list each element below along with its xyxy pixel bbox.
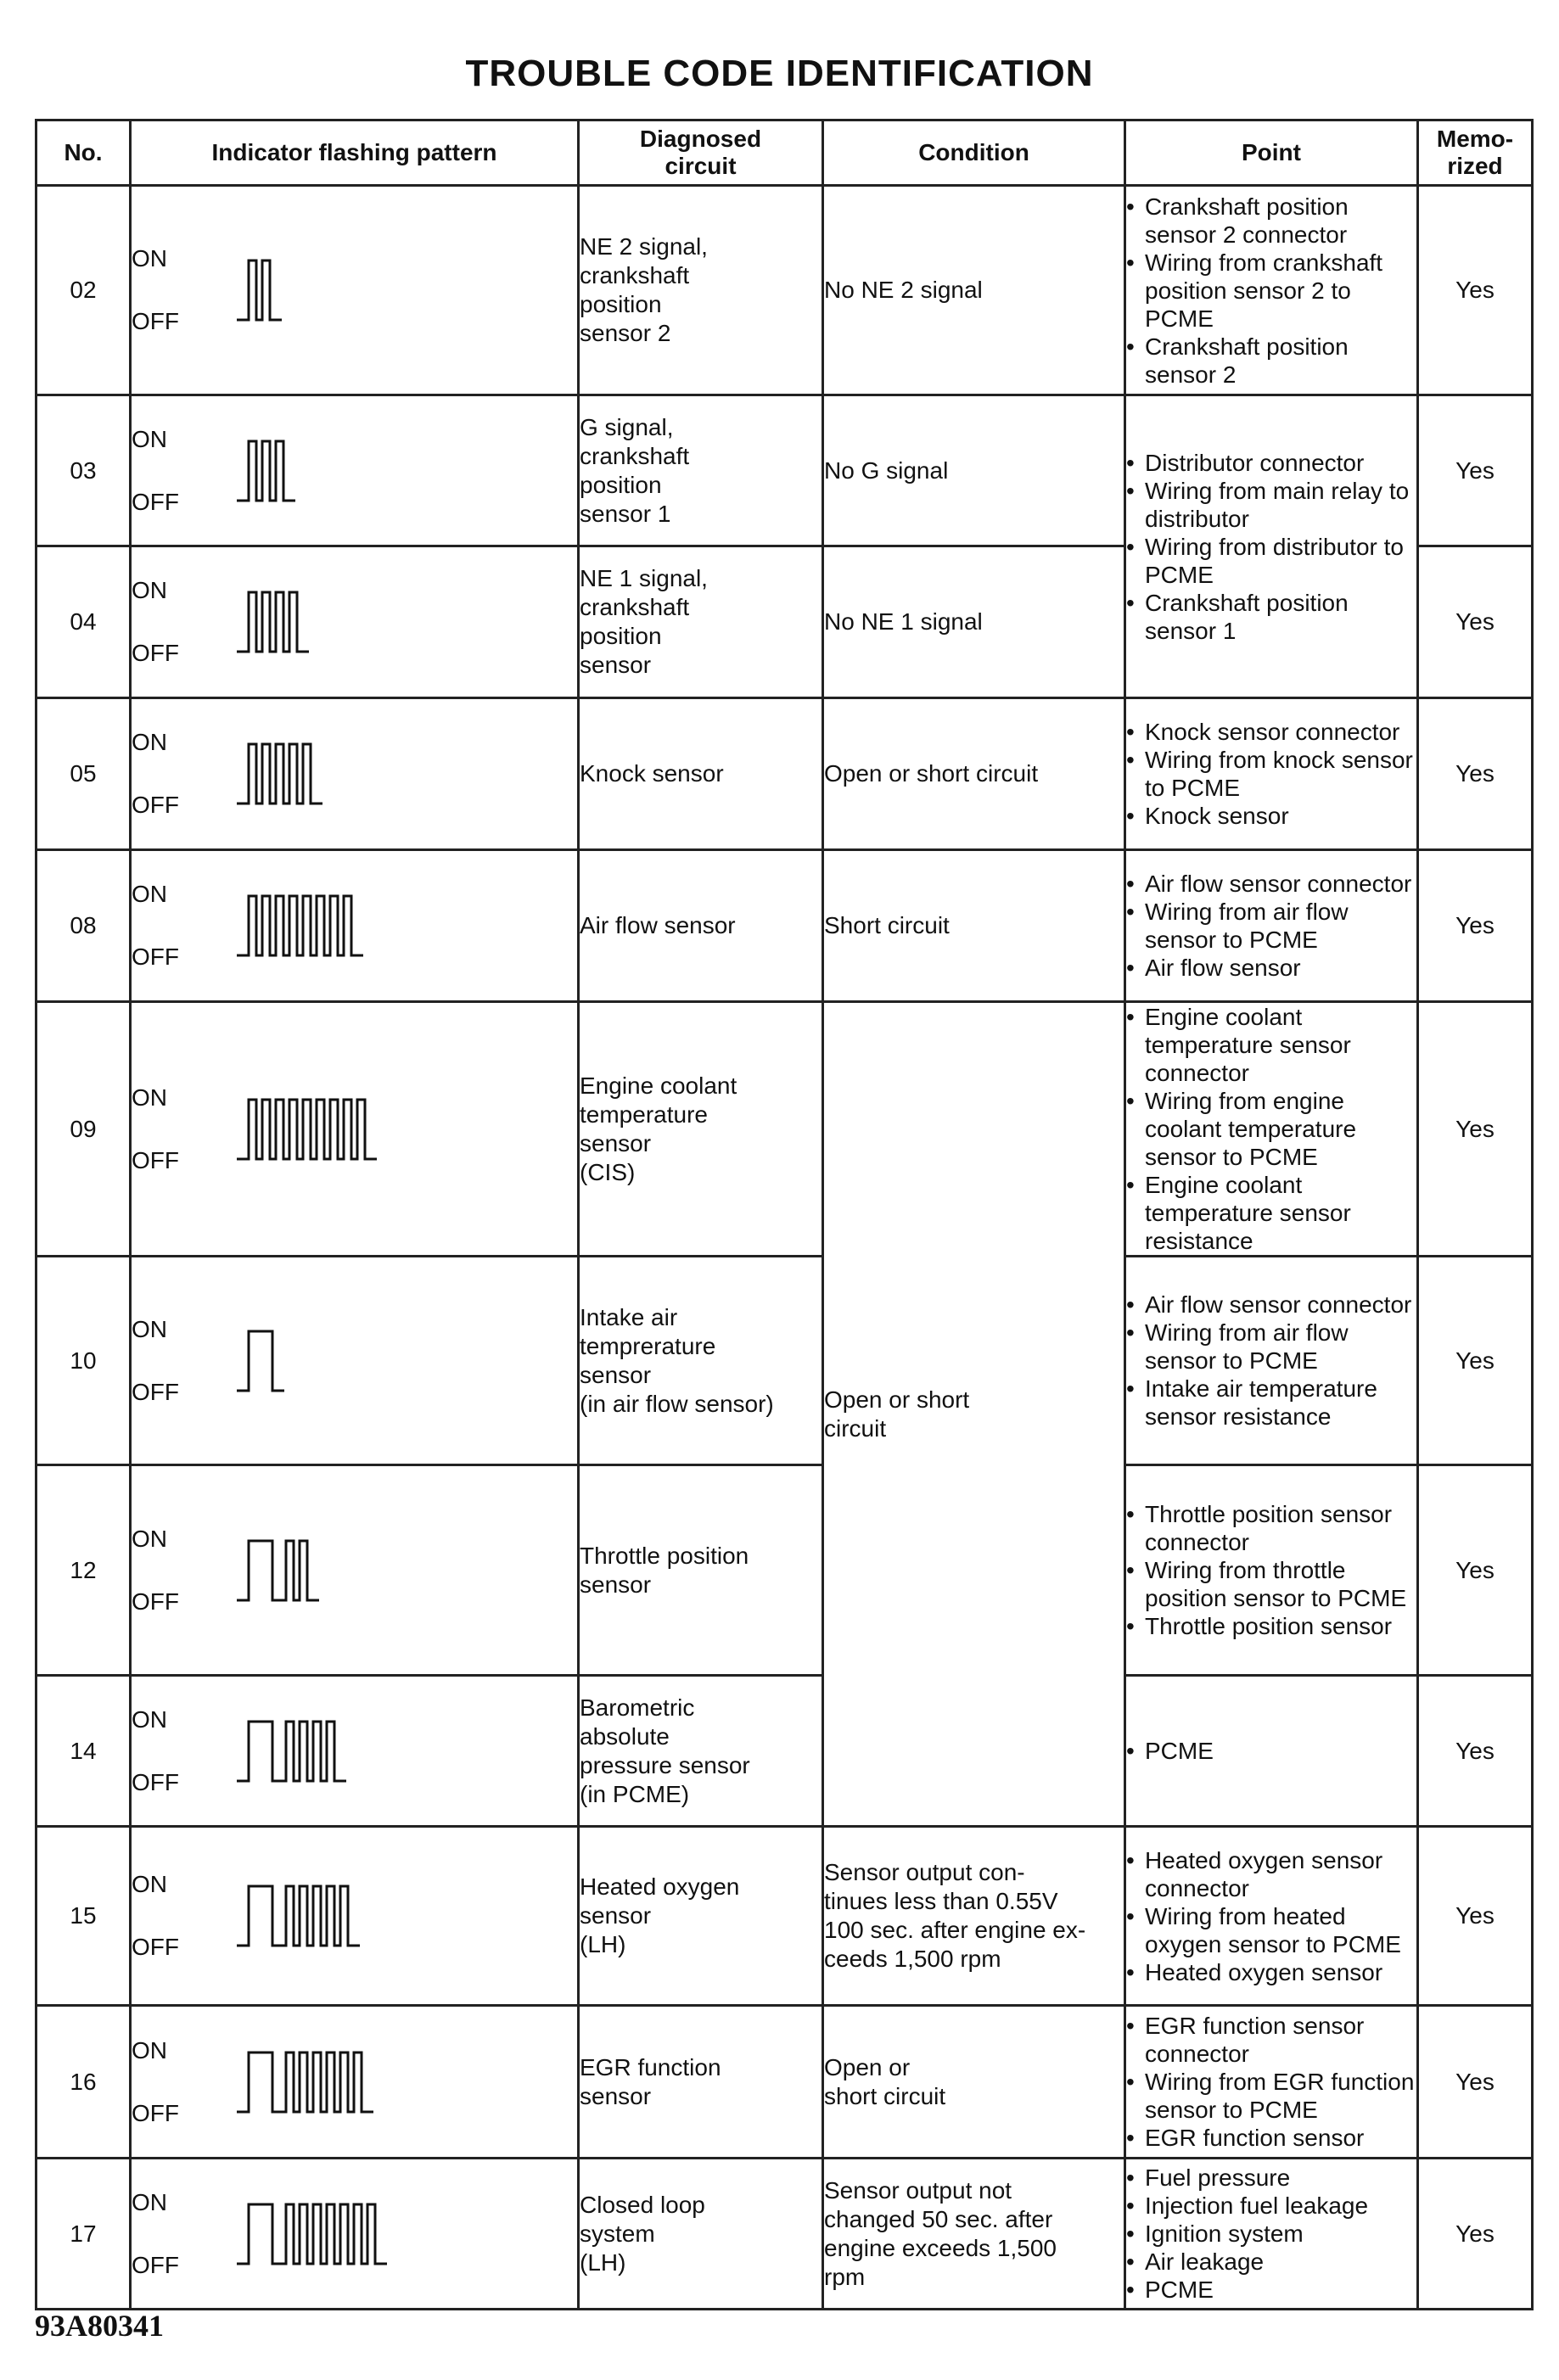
bullet: • bbox=[1126, 2276, 1135, 2303]
condition-line: Short circuit bbox=[824, 912, 950, 938]
bullet: • bbox=[1126, 333, 1135, 360]
point-item bbox=[1126, 477, 1416, 533]
point-text: Knock sensor bbox=[1145, 803, 1289, 829]
point-text: Air flow sensor bbox=[1145, 955, 1301, 981]
point-text: Wiring from main relay to distributor bbox=[1145, 477, 1410, 532]
condition-line: circuit bbox=[824, 1414, 887, 1442]
point-item bbox=[1126, 193, 1416, 249]
off-label: OFF bbox=[132, 1378, 179, 1405]
bullet: • bbox=[1126, 955, 1135, 981]
page-title: TROUBLE CODE IDENTIFICATION bbox=[465, 53, 1094, 94]
diagnosed-circuit bbox=[579, 698, 823, 850]
on-label: ON bbox=[132, 881, 167, 907]
memorized-value: Yes bbox=[1418, 698, 1533, 850]
point-text: Knock sensor connector bbox=[1145, 719, 1400, 745]
flash-pattern-diagram bbox=[233, 1534, 471, 1607]
bullet: • bbox=[1126, 249, 1135, 276]
point-item bbox=[1126, 1171, 1416, 1255]
circuit-line: sensor 2 bbox=[580, 320, 671, 346]
point-item bbox=[1126, 249, 1416, 333]
condition-line: ceeds 1,500 rpm bbox=[824, 1946, 1001, 1972]
diagnosed-circuit bbox=[579, 1257, 823, 1465]
point-item bbox=[1126, 2068, 1416, 2124]
point-item bbox=[1126, 870, 1416, 898]
diagnosed-circuit bbox=[579, 1002, 823, 1257]
memorized-value: Yes bbox=[1418, 850, 1533, 1002]
bullet: • bbox=[1126, 2069, 1135, 2095]
point-item bbox=[1126, 2276, 1416, 2304]
bullet: • bbox=[1126, 477, 1135, 504]
bullet: • bbox=[1126, 899, 1135, 925]
header-condition: Condition bbox=[823, 120, 1125, 186]
bullet: • bbox=[1126, 1004, 1135, 1030]
point-item bbox=[1126, 718, 1416, 746]
memorized-value: Yes bbox=[1418, 2006, 1533, 2159]
table-row bbox=[36, 1676, 1533, 1827]
flash-waveform bbox=[237, 1100, 377, 1159]
point-item bbox=[1126, 1291, 1416, 1319]
circuit-line: sensor bbox=[580, 2082, 652, 2109]
condition bbox=[823, 186, 1125, 395]
flash-pattern-diagram bbox=[233, 585, 471, 658]
code-number: 04 bbox=[36, 546, 131, 698]
circuit-line: position bbox=[580, 471, 662, 498]
bullet: • bbox=[1126, 1738, 1135, 1764]
condition-line: No NE 1 signal bbox=[824, 608, 983, 635]
circuit-line: sensor bbox=[580, 652, 652, 678]
code-number: 15 bbox=[36, 1827, 131, 2006]
point-item bbox=[1126, 333, 1416, 389]
condition-line: No G signal bbox=[824, 456, 949, 484]
check-points bbox=[1125, 850, 1418, 1002]
flash-pattern-diagram bbox=[233, 737, 471, 810]
memorized-value: Yes bbox=[1418, 1676, 1533, 1827]
flashing-pattern bbox=[131, 698, 579, 850]
table-row bbox=[36, 698, 1533, 850]
bullet: • bbox=[1126, 2164, 1135, 2191]
on-label: ON bbox=[132, 1315, 167, 1342]
check-points bbox=[1125, 1676, 1418, 1827]
condition bbox=[823, 395, 1125, 546]
point-text: EGR function sensor connector bbox=[1145, 2013, 1365, 2067]
header-point: Point bbox=[1125, 120, 1418, 186]
table-row bbox=[36, 1827, 1533, 2006]
table-row bbox=[36, 395, 1533, 546]
diagnosed-circuit bbox=[579, 2159, 823, 2310]
bullet: • bbox=[1126, 1902, 1135, 1929]
circuit-line: temperature bbox=[580, 1100, 708, 1128]
flash-waveform bbox=[237, 896, 363, 955]
point-item bbox=[1126, 1902, 1416, 1958]
flash-waveform bbox=[237, 1331, 284, 1391]
flash-pattern-diagram bbox=[233, 1093, 471, 1166]
code-number: 10 bbox=[36, 1257, 131, 1465]
flash-pattern-diagram bbox=[233, 1324, 471, 1397]
circuit-line: Barometric bbox=[580, 1694, 695, 1721]
check-points bbox=[1125, 395, 1418, 698]
code-number: 02 bbox=[36, 186, 131, 395]
circuit-line: NE 1 signal, bbox=[580, 565, 708, 591]
check-points bbox=[1125, 186, 1418, 395]
point-text: Wiring from knock sensor to PCME bbox=[1145, 747, 1413, 801]
flash-pattern-diagram bbox=[233, 889, 471, 962]
bullet: • bbox=[1126, 449, 1135, 476]
condition-line: rpm bbox=[824, 2263, 866, 2290]
circuit-line: sensor bbox=[580, 1571, 652, 1598]
point-text: Throttle position sensor bbox=[1145, 1613, 1393, 1639]
bullet: • bbox=[1126, 1613, 1135, 1639]
header-no: No. bbox=[36, 120, 131, 186]
on-label: ON bbox=[132, 1705, 167, 1733]
circuit-line: G signal, bbox=[580, 413, 674, 440]
flashing-pattern bbox=[131, 1676, 579, 1827]
bullet: • bbox=[1126, 589, 1135, 616]
memorized-value: Yes bbox=[1418, 2159, 1533, 2310]
point-text: Wiring from distributor to PCME bbox=[1145, 533, 1404, 588]
header-circuit: Diagnosed circuit bbox=[579, 120, 823, 186]
flash-waveform bbox=[237, 2204, 387, 2264]
bullet: • bbox=[1126, 1375, 1135, 1402]
memorized-value: Yes bbox=[1418, 546, 1533, 698]
circuit-line: Closed loop bbox=[580, 2191, 705, 2218]
flash-waveform bbox=[237, 1886, 360, 1946]
check-points bbox=[1125, 1257, 1418, 1465]
flashing-pattern bbox=[131, 2006, 579, 2159]
point-text: Crankshaft position sensor 2 bbox=[1145, 333, 1349, 388]
condition-line: engine exceeds 1,500 bbox=[824, 2234, 1057, 2261]
point-item bbox=[1126, 2220, 1416, 2248]
point-item bbox=[1126, 746, 1416, 802]
flash-waveform bbox=[237, 260, 282, 320]
bullet: • bbox=[1126, 2220, 1135, 2247]
point-text: Intake air temperature sensor resistance bbox=[1145, 1375, 1377, 1430]
code-number: 08 bbox=[36, 850, 131, 1002]
table-row bbox=[36, 850, 1533, 1002]
point-item bbox=[1126, 898, 1416, 954]
flashing-pattern bbox=[131, 1257, 579, 1465]
flash-pattern-diagram bbox=[233, 434, 471, 507]
on-label: ON bbox=[132, 729, 167, 755]
on-label: ON bbox=[132, 1525, 167, 1552]
code-number: 14 bbox=[36, 1676, 131, 1827]
point-item bbox=[1126, 2248, 1416, 2276]
circuit-line: Heated oxygen bbox=[580, 1873, 740, 1900]
point-text: Crankshaft position sensor 1 bbox=[1145, 589, 1349, 644]
circuit-line: (LH) bbox=[580, 1931, 626, 1957]
condition bbox=[823, 2159, 1125, 2310]
memorized-value: Yes bbox=[1418, 1465, 1533, 1676]
diagnosed-circuit bbox=[579, 395, 823, 546]
diagnosed-circuit bbox=[579, 1827, 823, 2006]
point-text: Wiring from EGR function sensor to PCME bbox=[1145, 2069, 1415, 2123]
bullet: • bbox=[1126, 1846, 1135, 1873]
table-row bbox=[36, 1002, 1533, 1257]
circuit-line: Throttle position bbox=[580, 1542, 749, 1569]
circuit-line: Engine coolant bbox=[580, 1072, 737, 1099]
diagnosed-circuit bbox=[579, 1465, 823, 1676]
on-label: ON bbox=[132, 1871, 167, 1897]
flash-waveform bbox=[237, 441, 295, 501]
circuit-line: temprerature bbox=[580, 1332, 716, 1359]
condition bbox=[823, 1827, 1125, 2006]
condition bbox=[823, 698, 1125, 850]
flash-waveform bbox=[237, 1722, 346, 1781]
bullet: • bbox=[1126, 1291, 1135, 1318]
point-text: Engine coolant temperature sensor resistance bbox=[1145, 1172, 1351, 1254]
bullet: • bbox=[1126, 2192, 1135, 2219]
condition bbox=[823, 2006, 1125, 2159]
check-points bbox=[1125, 1465, 1418, 1676]
off-label: OFF bbox=[132, 1146, 179, 1173]
circuit-line: pressure sensor bbox=[580, 1751, 750, 1778]
on-label: ON bbox=[132, 2036, 167, 2064]
circuit-line: (LH) bbox=[580, 2248, 626, 2276]
point-item bbox=[1126, 2164, 1416, 2192]
flash-pattern-diagram bbox=[233, 1879, 471, 1952]
circuit-line: (in PCME) bbox=[580, 1780, 690, 1807]
table-row bbox=[36, 2159, 1533, 2310]
circuit-line: sensor bbox=[580, 1129, 652, 1156]
circuit-line: NE 2 signal, bbox=[580, 233, 708, 260]
circuit-line: crankshaft bbox=[580, 442, 690, 469]
trouble-code-table bbox=[35, 119, 1534, 2310]
on-label: ON bbox=[132, 577, 167, 603]
flashing-pattern bbox=[131, 546, 579, 698]
point-text: PCME bbox=[1145, 1738, 1214, 1764]
point-item bbox=[1126, 533, 1416, 589]
header-pattern: Indicator flashing pattern bbox=[131, 120, 579, 186]
diagnosed-circuit bbox=[579, 850, 823, 1002]
bullet: • bbox=[1126, 1958, 1135, 1985]
circuit-line: (in air flow sensor) bbox=[580, 1390, 774, 1417]
circuit-line: sensor bbox=[580, 1902, 652, 1929]
circuit-line: crankshaft bbox=[580, 262, 690, 288]
condition bbox=[823, 546, 1125, 698]
point-item bbox=[1126, 1958, 1416, 1986]
memorized-value: Yes bbox=[1418, 1827, 1533, 2006]
bullet: • bbox=[1126, 2013, 1135, 2039]
code-number: 12 bbox=[36, 1465, 131, 1676]
condition-line: changed 50 sec. after bbox=[824, 2205, 1053, 2232]
bullet: • bbox=[1126, 871, 1135, 897]
point-text: Fuel pressure bbox=[1145, 2164, 1291, 2191]
bullet: • bbox=[1126, 1088, 1135, 1114]
off-label: OFF bbox=[132, 1768, 179, 1795]
point-item bbox=[1126, 2192, 1416, 2220]
point-text: Air flow sensor connector bbox=[1145, 871, 1412, 897]
condition-line: Sensor output not bbox=[824, 2176, 1012, 2204]
code-number: 05 bbox=[36, 698, 131, 850]
table-row bbox=[36, 186, 1533, 395]
circuit-line: crankshaft bbox=[580, 594, 690, 620]
circuit-line: Air flow sensor bbox=[580, 912, 736, 938]
flash-waveform bbox=[237, 1541, 319, 1600]
flashing-pattern bbox=[131, 2159, 579, 2310]
memorized-value: Yes bbox=[1418, 1257, 1533, 1465]
bullet: • bbox=[1126, 1501, 1135, 1527]
condition-line: Open or short bbox=[824, 1386, 970, 1413]
figure-code: 93A80341 bbox=[35, 2309, 164, 2343]
point-text: PCME bbox=[1145, 2276, 1214, 2303]
bullet: • bbox=[1126, 1319, 1135, 1346]
off-label: OFF bbox=[132, 308, 179, 334]
condition-line: Open or bbox=[824, 2053, 911, 2080]
bullet: • bbox=[1126, 1557, 1135, 1583]
point-text: Heated oxygen sensor bbox=[1145, 1958, 1383, 1985]
memorized-value: Yes bbox=[1418, 395, 1533, 546]
flashing-pattern bbox=[131, 1465, 579, 1676]
circuit-line: EGR function bbox=[580, 2053, 721, 2080]
circuit-line: absolute bbox=[580, 1722, 670, 1750]
condition bbox=[823, 850, 1125, 1002]
point-text: Ignition system bbox=[1145, 2220, 1304, 2247]
off-label: OFF bbox=[132, 1588, 179, 1615]
memorized-value: Yes bbox=[1418, 186, 1533, 395]
off-label: OFF bbox=[132, 944, 179, 970]
on-label: ON bbox=[132, 2188, 167, 2215]
point-item bbox=[1126, 2012, 1416, 2068]
diagnosed-circuit bbox=[579, 546, 823, 698]
on-label: ON bbox=[132, 245, 167, 272]
condition-line: Sensor output con- bbox=[824, 1859, 1025, 1885]
flash-waveform bbox=[237, 2052, 373, 2112]
flashing-pattern bbox=[131, 850, 579, 1002]
point-text: Crankshaft position sensor 2 connector bbox=[1145, 193, 1349, 248]
code-number: 16 bbox=[36, 2006, 131, 2159]
bullet: • bbox=[1126, 803, 1135, 829]
flashing-pattern bbox=[131, 395, 579, 546]
condition-line: Open or short circuit bbox=[824, 760, 1039, 787]
circuit-line: Intake air bbox=[580, 1303, 678, 1330]
point-item bbox=[1126, 1003, 1416, 1087]
on-label: ON bbox=[132, 1084, 167, 1111]
table-row bbox=[36, 1257, 1533, 1465]
flash-waveform bbox=[237, 744, 322, 804]
bullet: • bbox=[1126, 747, 1135, 773]
circuit-line: sensor bbox=[580, 1361, 652, 1388]
off-label: OFF bbox=[132, 640, 179, 666]
point-item bbox=[1126, 1500, 1416, 1556]
condition-line: 100 sec. after engine ex- bbox=[824, 1917, 1086, 1943]
bullet: • bbox=[1126, 2248, 1135, 2275]
point-item bbox=[1126, 2124, 1416, 2152]
circuit-line: position bbox=[580, 623, 662, 649]
condition-line: No NE 2 signal bbox=[824, 277, 983, 303]
check-points bbox=[1125, 1827, 1418, 2006]
point-item bbox=[1126, 802, 1416, 830]
header-memorized: Memo- rized bbox=[1418, 120, 1533, 186]
point-text: Wiring from air flow sensor to PCME bbox=[1145, 1319, 1349, 1374]
point-text: Wiring from throttle position sensor to PCME bbox=[1145, 1557, 1407, 1611]
point-text: Wiring from heated oxygen sensor to PCME bbox=[1145, 1902, 1401, 1957]
flash-pattern-diagram bbox=[233, 254, 471, 327]
bullet: • bbox=[1126, 533, 1135, 560]
bullet: • bbox=[1126, 193, 1135, 220]
off-label: OFF bbox=[132, 792, 179, 818]
point-item bbox=[1126, 1737, 1416, 1765]
flash-pattern-diagram bbox=[233, 2198, 471, 2271]
point-text: Distributor connector bbox=[1145, 449, 1365, 476]
flash-pattern-diagram bbox=[233, 2046, 471, 2119]
diagnosed-circuit bbox=[579, 2006, 823, 2159]
flashing-pattern bbox=[131, 186, 579, 395]
diagnosed-circuit bbox=[579, 1676, 823, 1827]
code-number: 09 bbox=[36, 1002, 131, 1257]
point-item bbox=[1126, 1612, 1416, 1640]
off-label: OFF bbox=[132, 1934, 179, 1960]
circuit-line: sensor 1 bbox=[580, 500, 671, 527]
point-text: EGR function sensor bbox=[1145, 2125, 1365, 2151]
point-item bbox=[1126, 1556, 1416, 1612]
point-item bbox=[1126, 954, 1416, 982]
point-text: Air leakage bbox=[1145, 2248, 1265, 2275]
code-number: 17 bbox=[36, 2159, 131, 2310]
check-points bbox=[1125, 2159, 1418, 2310]
flash-waveform bbox=[237, 592, 309, 652]
condition-line: short circuit bbox=[824, 2082, 946, 2109]
flash-pattern-diagram bbox=[233, 1715, 471, 1788]
circuit-line: Knock sensor bbox=[580, 760, 724, 787]
bullet: • bbox=[1126, 1172, 1135, 1198]
circuit-line: position bbox=[580, 291, 662, 317]
off-label: OFF bbox=[132, 2251, 179, 2278]
circuit-line: (CIS) bbox=[580, 1158, 636, 1185]
point-item bbox=[1126, 1375, 1416, 1431]
bullet: • bbox=[1126, 2125, 1135, 2151]
condition-line: tinues less than 0.55V bbox=[824, 1888, 1058, 1914]
memorized-value: Yes bbox=[1418, 1002, 1533, 1257]
point-item bbox=[1126, 589, 1416, 645]
check-points bbox=[1125, 698, 1418, 850]
flashing-pattern bbox=[131, 1002, 579, 1257]
flashing-pattern bbox=[131, 1827, 579, 2006]
point-text: Injection fuel leakage bbox=[1145, 2192, 1369, 2219]
point-text: Heated oxygen sensor connector bbox=[1145, 1846, 1383, 1901]
point-text: Engine coolant temperature sensor connector bbox=[1145, 1004, 1351, 1086]
circuit-line: system bbox=[580, 2220, 655, 2247]
condition bbox=[823, 1002, 1125, 1827]
point-text: Wiring from crankshaft position sensor 2 to PCME bbox=[1145, 249, 1383, 332]
point-text: Air flow sensor connector bbox=[1145, 1291, 1412, 1318]
point-item bbox=[1126, 1087, 1416, 1171]
off-label: OFF bbox=[132, 488, 179, 515]
table-row bbox=[36, 1465, 1533, 1676]
point-item bbox=[1126, 1319, 1416, 1375]
off-label: OFF bbox=[132, 2099, 179, 2126]
point-item bbox=[1126, 1846, 1416, 1902]
on-label: ON bbox=[132, 425, 167, 452]
point-text: Wiring from air flow sensor to PCME bbox=[1145, 899, 1349, 953]
table-row bbox=[36, 2006, 1533, 2159]
diagnosed-circuit bbox=[579, 186, 823, 395]
bullet: • bbox=[1126, 719, 1135, 745]
point-item bbox=[1126, 449, 1416, 477]
header-row bbox=[36, 120, 1533, 186]
point-text: Wiring from engine coolant temperature sensor to PCME bbox=[1145, 1088, 1357, 1170]
code-number: 03 bbox=[36, 395, 131, 546]
check-points bbox=[1125, 2006, 1418, 2159]
point-text: Throttle position sensor connector bbox=[1145, 1501, 1393, 1555]
check-points bbox=[1125, 1002, 1418, 1257]
